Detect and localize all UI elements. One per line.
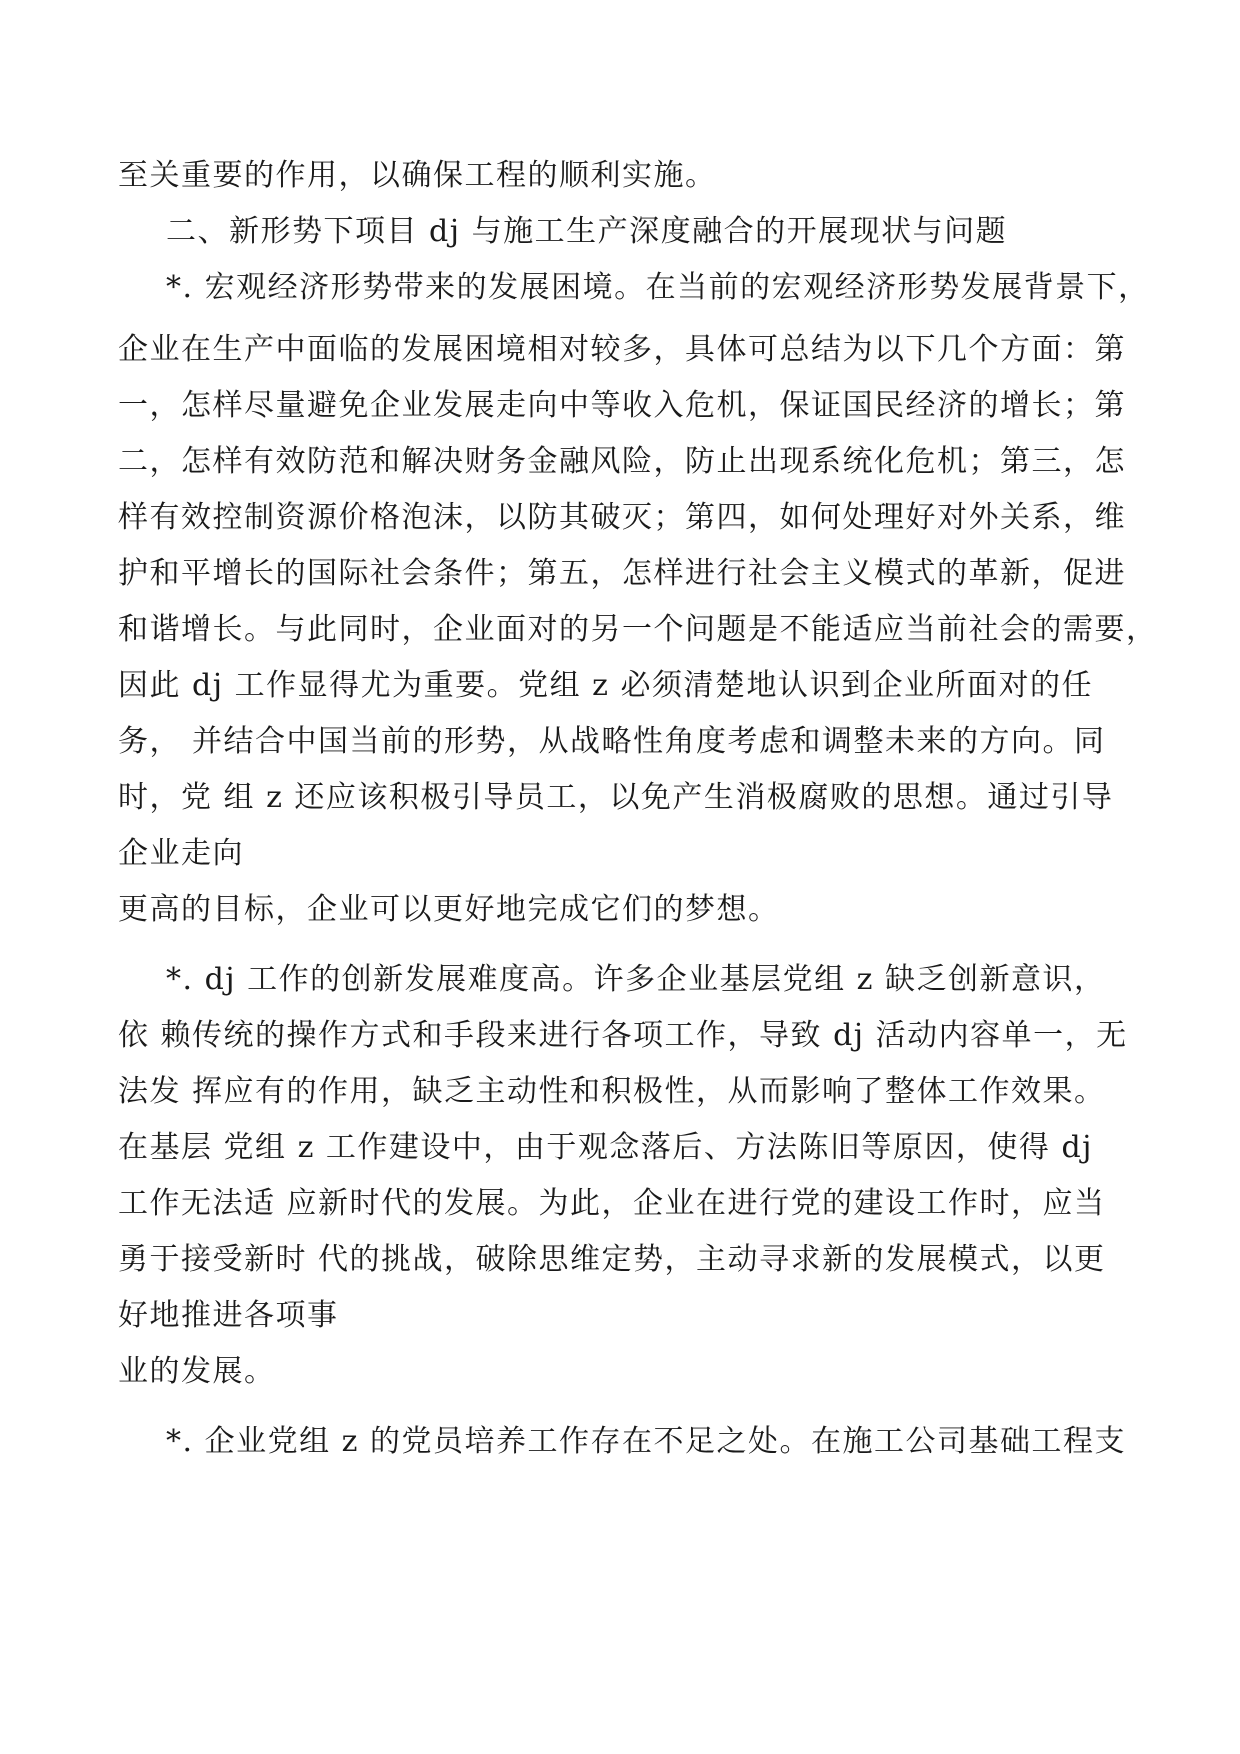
body-text-line: 在基层 党组 z 工作建设中，由于观念落后、方法陈旧等原因，使得 dj	[118, 1130, 1093, 1165]
body-text-line: 护和平增长的国际社会条件；第五，怎样进行社会主义模式的革新，促进	[118, 556, 1126, 591]
body-text-line: *. 宏观经济形势带来的发展困境。在当前的宏观经济形势发展背景下，	[166, 270, 1150, 305]
body-text-line: 一，怎样尽量避免企业发展走向中等收入危机，保证国民经济的增长；第	[118, 388, 1126, 423]
body-text-line: 样有效控制资源价格泡沫，以防其破灭；第四，如何处理好对外关系，维	[118, 500, 1126, 535]
body-text-line: 企业走向	[118, 836, 244, 871]
body-text-line: 和谐增长。与此同时，企业面对的另一个问题是不能适应当前社会的需要，	[118, 612, 1158, 647]
body-text-line: 依 赖传统的操作方式和手段来进行各项工作，导致 dj 活动内容单一，无	[118, 1018, 1128, 1053]
body-text-line: 二，怎样有效防范和解决财务金融风险，防止出现系统化危机；第三，怎	[118, 444, 1126, 479]
body-text-line: *. 企业党组 z 的党员培养工作存在不足之处。在施工公司基础工程支	[166, 1424, 1126, 1459]
body-text-line: *. dj 工作的创新发展难度高。许多企业基层党组 z 缺乏创新意识，	[166, 962, 1106, 997]
body-text-line: 勇于接受新时 代的挑战，破除思维定势，主动寻求新的发展模式，以更	[118, 1242, 1106, 1277]
body-text-line: 业的发展。	[118, 1354, 276, 1389]
body-text-line: 务， 并结合中国当前的形势，从战略性角度考虑和调整未来的方向。同	[118, 724, 1106, 759]
body-text-line: 更高的目标，企业可以更好地完成它们的梦想。	[118, 892, 780, 927]
section-heading: 二、新形势下项目 dj 与施工生产深度融合的开展现状与问题	[166, 214, 1008, 249]
body-text-line: 因此 dj 工作显得尤为重要。党组 z 必须清楚地认识到企业所面对的任	[118, 668, 1093, 703]
body-text-line: 好地推进各项事	[118, 1298, 339, 1333]
body-text-line: 时，党 组 z 还应该积极引导员工，以免产生消极腐败的思想。通过引导	[118, 780, 1114, 815]
body-text-line: 企业在生产中面临的发展困境相对较多，具体可总结为以下几个方面：第	[118, 332, 1126, 367]
body-text-line: 法发 挥应有的作用，缺乏主动性和积极性，从而影响了整体工作效果。	[118, 1074, 1106, 1109]
body-text-line: 工作无法适 应新时代的发展。为此，企业在进行党的建设工作时，应当	[118, 1186, 1106, 1221]
body-text-line: 至关重要的作用，以确保工程的顺利实施。	[118, 158, 717, 193]
